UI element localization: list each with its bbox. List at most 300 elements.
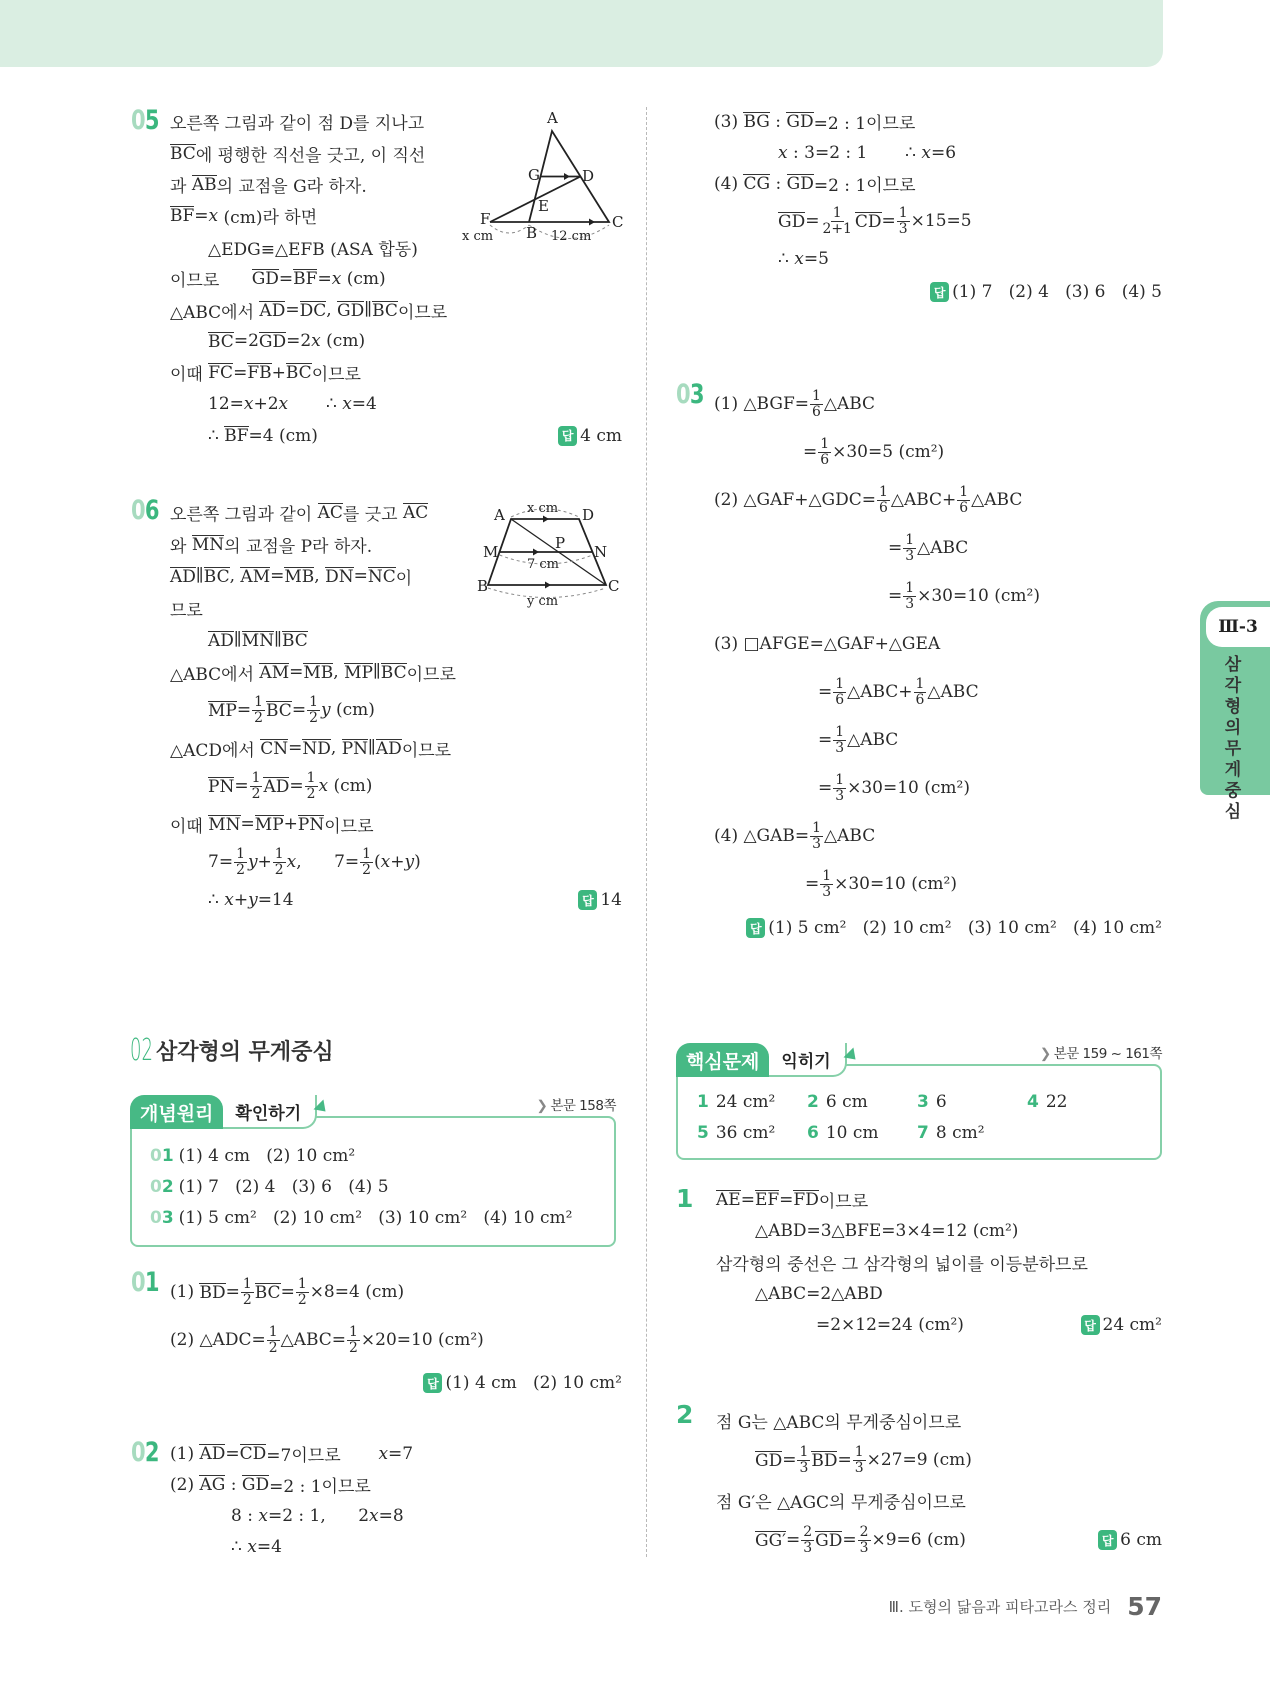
item-number: 7	[917, 1123, 929, 1143]
core-answer-item	[697, 1089, 775, 1115]
segment-overline: AD	[208, 630, 234, 651]
segment-overline: AD	[263, 776, 290, 797]
math-text: 이므로	[397, 302, 448, 323]
math-text: △ABC=	[280, 1330, 347, 1350]
math-text: ×20=10 (cm²)	[360, 1330, 484, 1350]
math-text: =4 (cm)	[248, 425, 318, 446]
fraction-numerator: 1	[835, 723, 845, 740]
math-text: ,	[333, 662, 345, 682]
math-text: ∥	[364, 300, 373, 321]
fraction-denominator: 6	[820, 451, 830, 468]
math-text: (1)	[170, 1282, 200, 1302]
item-answer: 6 cm	[825, 1092, 868, 1112]
math-text: △ABC+	[847, 682, 913, 702]
trapezoid-figure-06	[477, 499, 627, 617]
solution-line	[170, 840, 622, 884]
math-text: =8	[378, 1505, 404, 1526]
fraction	[858, 1525, 871, 1555]
fraction	[252, 695, 265, 725]
footer-chapter: Ⅲ. 도형의 닮음과 피타고라스 정리	[888, 1598, 1112, 1616]
segment-overline: FD	[793, 1190, 819, 1211]
math-variable: x	[318, 776, 329, 796]
segment-overline: GD	[337, 300, 365, 321]
core-answer-item	[917, 1120, 985, 1146]
math-text: =	[786, 1530, 801, 1550]
segment-overline: GD	[258, 331, 287, 352]
solution-line	[716, 1310, 1162, 1341]
section-heading	[130, 1033, 334, 1068]
fraction-denominator: 6	[879, 499, 888, 516]
answer-text: 14	[600, 890, 622, 910]
segment-overline: DC	[299, 300, 327, 321]
solution-line	[716, 1184, 1162, 1215]
item-answer: 10 cm	[825, 1123, 879, 1143]
math-variable: x	[378, 1443, 389, 1464]
math-text: =7이므로	[266, 1446, 379, 1466]
math-text: △ACD에서	[170, 740, 261, 761]
math-text: =	[233, 362, 248, 383]
solution-line	[170, 1531, 622, 1562]
math-text: (1)	[170, 1443, 200, 1464]
fraction	[914, 677, 927, 707]
fraction-numerator: 1	[254, 693, 263, 710]
math-text: 이므로	[406, 664, 456, 685]
math-text: =7	[388, 1443, 414, 1464]
fraction-numerator: 1	[820, 435, 830, 452]
fraction-numerator: 1	[268, 1323, 278, 1340]
math-text: 12=	[208, 394, 244, 415]
segment-overline: BD	[811, 1450, 838, 1471]
fig05-label-C: C	[612, 213, 624, 231]
fraction-numerator: 1	[835, 771, 845, 788]
answer-text: (1) 7 (2) 4 (3) 6 (4) 5	[952, 282, 1162, 302]
item-number: 5	[697, 1123, 709, 1143]
problem-number: 06	[131, 495, 159, 526]
item-number: 01	[150, 1146, 174, 1166]
answer	[558, 426, 622, 446]
math-text: (cm)	[328, 776, 373, 796]
problem-number: 05	[131, 105, 159, 136]
page-reference-text: 본문 158쪽	[550, 1098, 616, 1114]
chapter-side-title: 삼각형의 무게중심	[1224, 655, 1248, 822]
segment-overline: AB	[191, 174, 217, 195]
fraction	[820, 869, 833, 899]
math-text: =	[289, 662, 304, 682]
math-text: (cm)	[330, 700, 375, 720]
math-text: 에 평행한 직선을 긋고, 이 직선	[195, 145, 426, 166]
math-variable: x	[921, 142, 931, 163]
math-text: ∥	[274, 630, 282, 650]
math-text: ×9=6 (cm)	[871, 1530, 966, 1550]
solution-line	[714, 860, 1162, 908]
solution-line	[170, 263, 622, 294]
solution-line	[714, 380, 1162, 428]
segment-overline: GD	[778, 211, 806, 232]
math-text: =	[353, 566, 368, 586]
tab-label-main: 개념원리	[130, 1095, 223, 1129]
segment-overline: BC	[208, 331, 234, 352]
fraction-numerator: 1	[822, 867, 832, 884]
fraction	[903, 533, 916, 563]
solution-line	[714, 476, 1162, 524]
fraction-denominator: 2	[254, 709, 263, 726]
fraction-denominator: 3	[898, 220, 908, 237]
fraction-numerator: 1	[812, 387, 821, 404]
item-number: 03	[150, 1208, 174, 1228]
math-variable: x	[258, 1505, 268, 1526]
fraction-denominator: 6	[959, 499, 969, 516]
fraction-numerator: 1	[812, 819, 822, 836]
page-footer	[889, 1592, 1162, 1621]
math-variable: y	[404, 852, 415, 872]
math-text: 이므로	[818, 1192, 869, 1213]
fraction-denominator: 2	[349, 1339, 358, 1356]
math-text: ,	[314, 566, 326, 586]
solution-line	[714, 572, 1162, 620]
section-title: 삼각형의 무게중심	[156, 1040, 334, 1065]
math-text: =	[285, 300, 300, 321]
solution-line	[170, 1316, 622, 1364]
core-answer-item	[1027, 1089, 1067, 1115]
segment-overline: AC	[317, 502, 343, 523]
fraction-denominator: 2	[362, 861, 372, 878]
solution-line	[714, 620, 1162, 668]
concept-answer-row	[150, 1205, 572, 1231]
problem-number: 1	[676, 1184, 693, 1213]
math-text: △ABC	[823, 394, 876, 414]
concept-answer-row	[150, 1143, 355, 1169]
segment-overline: GD	[815, 1530, 843, 1551]
math-variable: x	[380, 852, 391, 872]
core-solution-1	[676, 1184, 1162, 1341]
math-text: (cm)	[320, 331, 366, 352]
answer-text: (1) 5 cm² (2) 10 cm² (3) 10 cm² (4) 10 cm²	[768, 918, 1162, 938]
solution-02-continued	[676, 106, 1162, 310]
solution-line	[714, 764, 1162, 812]
item-answer: 24 cm²	[715, 1092, 776, 1112]
math-text: =	[740, 1189, 755, 1210]
segment-overline: BG	[743, 112, 770, 132]
math-text: 이	[395, 568, 413, 589]
math-variable: x	[224, 890, 234, 910]
chapter-code: Ⅲ-3	[1206, 607, 1270, 647]
math-text: =	[888, 586, 903, 606]
segment-overline: BC	[254, 1282, 281, 1303]
concept-answer-row	[150, 1174, 389, 1200]
math-text: △ABC	[847, 730, 899, 750]
math-text: =	[317, 268, 332, 289]
math-text: 이므로	[311, 365, 361, 386]
math-text: ∥	[195, 566, 204, 586]
segment-overline: MN	[208, 814, 241, 835]
page-number: 57	[1127, 1592, 1162, 1621]
fraction-numerator: 1	[799, 1443, 809, 1460]
segment-overline: BC	[372, 300, 398, 321]
math-text: =	[288, 738, 303, 758]
fraction-numerator: 1	[251, 769, 261, 786]
solution-line	[714, 243, 1162, 274]
math-text: =4	[256, 1536, 282, 1557]
solution-line	[716, 1440, 1162, 1480]
solution-line	[170, 1438, 622, 1469]
math-text: =6	[931, 142, 957, 163]
answer-badge-icon: 답	[746, 918, 765, 938]
fraction	[797, 1445, 810, 1475]
math-variable: x	[369, 1505, 379, 1526]
tab-label-main: 핵심문제	[676, 1043, 769, 1077]
math-text: △ABC	[971, 490, 1023, 510]
math-text: (2) △GAF+△GDC=	[714, 490, 876, 510]
math-text: =	[278, 268, 294, 289]
answer-badge-icon: 답	[930, 282, 949, 302]
segment-overline: NC	[367, 566, 396, 587]
fraction-denominator: 3	[803, 1539, 813, 1556]
solution-line	[170, 732, 622, 764]
fig06-label-M: M	[483, 543, 499, 561]
math-text: ×27=9 (cm)	[866, 1450, 972, 1470]
core-solution-2	[676, 1400, 1162, 1560]
segment-overline: GD	[786, 112, 814, 132]
fraction	[853, 1445, 866, 1475]
math-text: 7=	[208, 852, 234, 872]
fraction	[903, 581, 916, 611]
item-number: 3	[917, 1092, 929, 1112]
answer-line	[170, 1364, 622, 1402]
segment-overline: BF	[170, 206, 195, 227]
math-text: 오른쪽 그림과 같이	[170, 504, 318, 525]
math-text: , 7=	[296, 852, 360, 872]
item-number: 4	[1027, 1092, 1039, 1112]
fraction-numerator: 1	[236, 845, 245, 862]
math-text: ×30=10 (cm²)	[847, 778, 971, 798]
fraction-denominator: 2+1	[822, 220, 852, 237]
fraction-denominator: 3	[854, 1459, 864, 1476]
segment-overline: BD	[199, 1282, 226, 1303]
math-text: :	[769, 111, 787, 132]
fig05-length-12: 12 cm	[551, 229, 592, 244]
math-text: =	[881, 211, 896, 231]
segment-overline: AM	[240, 566, 271, 587]
header-band	[0, 0, 1163, 67]
math-text: +	[283, 814, 298, 834]
answer	[578, 890, 622, 910]
answer	[930, 282, 1162, 302]
math-text: )	[414, 852, 421, 872]
math-text: (	[374, 852, 381, 872]
page-reference-text: 본문 159 ~ 161쪽	[1053, 1046, 1162, 1062]
fraction-numerator: 1	[915, 675, 925, 692]
math-text: ×30=10 (cm²)	[834, 874, 958, 894]
fraction-denominator: 2	[251, 785, 261, 802]
solution-line	[714, 137, 1162, 168]
segment-overline: GG′	[755, 1530, 787, 1551]
math-text: =	[779, 1189, 794, 1210]
math-variable: x	[243, 394, 254, 415]
concept-check-tab	[130, 1095, 317, 1129]
math-text: =	[782, 1450, 797, 1470]
answer-text: 24 cm²	[1102, 1315, 1162, 1336]
segment-overline: MN	[241, 630, 275, 651]
math-variable: y	[247, 852, 258, 872]
segment-overline: FB	[247, 363, 272, 384]
segment-overline: BC	[380, 662, 407, 683]
math-text: =	[225, 1443, 240, 1464]
tab-label-sub: 익히기	[769, 1043, 846, 1077]
segment-overline: BC	[285, 363, 312, 384]
math-text: =	[234, 776, 249, 796]
fraction	[833, 725, 846, 755]
fraction-denominator: 3	[835, 787, 845, 804]
segment-overline: AG	[199, 1475, 226, 1495]
answer-badge-icon: 답	[1081, 1315, 1100, 1335]
math-text: 이므로	[170, 271, 252, 292]
answer-badge-icon: 답	[423, 1373, 442, 1393]
solution-03	[676, 380, 1162, 948]
answer	[423, 1373, 622, 1393]
fraction-denominator: 2	[242, 1291, 252, 1308]
math-text: △ABC=2△ABD	[755, 1283, 883, 1304]
segment-overline: PN	[341, 738, 369, 759]
fraction-numerator: 1	[832, 204, 842, 221]
math-variable: x	[778, 142, 788, 163]
math-text: =	[289, 776, 304, 796]
item-answer: 36 cm²	[715, 1123, 776, 1143]
fig05-label-E: E	[538, 197, 549, 215]
fraction	[234, 847, 247, 877]
item-answer: (1) 4 cm (2) 10 cm²	[178, 1146, 356, 1166]
solution-line	[714, 812, 1162, 860]
math-text: =2	[286, 331, 312, 352]
segment-overline: BC	[170, 143, 196, 164]
triangle-figure-05	[461, 107, 626, 257]
fig06-label-D: D	[582, 506, 595, 524]
solution-02	[131, 1438, 622, 1562]
math-variable: y	[320, 700, 331, 720]
math-text: 점 G는 △ABC의 무게중심이므로	[716, 1412, 962, 1433]
segment-overline: MP	[254, 814, 284, 835]
fraction-numerator: 2	[859, 1523, 869, 1540]
math-text: =	[194, 205, 209, 226]
math-text: 므로	[170, 600, 203, 621]
segment-overline: BC	[265, 700, 292, 721]
fraction	[267, 1325, 280, 1355]
segment-overline: ND	[302, 738, 331, 759]
solution-line	[714, 199, 1162, 243]
fraction-denominator: 3	[905, 547, 915, 564]
fig06-label-B: B	[477, 577, 489, 595]
math-text: ∥	[233, 630, 242, 650]
fig05-label-A: A	[547, 109, 558, 127]
math-text: △EDG≡△EFB (ASA 합동)	[208, 239, 418, 260]
segment-overline: FC	[208, 363, 234, 384]
math-text: =14	[257, 890, 294, 910]
fraction-numerator: 1	[905, 579, 915, 596]
math-text: ∴	[208, 890, 225, 910]
math-text: (2) △ADC=	[170, 1330, 266, 1350]
math-text: 점 G′은 △AGC의 무게중심이므로	[716, 1492, 966, 1513]
math-text: =	[818, 730, 833, 750]
fraction-numerator: 1	[905, 531, 915, 548]
fraction-denominator: 2	[236, 861, 245, 878]
math-variable: y	[248, 890, 258, 910]
solution-line	[716, 1247, 1162, 1278]
math-text: ×30=10 (cm²)	[917, 586, 1041, 606]
fig05-label-D: D	[582, 167, 595, 185]
segment-overline: BC	[281, 630, 308, 651]
fig06-label-N: N	[594, 543, 608, 561]
math-text: =	[803, 442, 818, 462]
math-variable: x	[286, 852, 297, 872]
segment-overline: AC	[402, 502, 429, 523]
fraction-numerator: 1	[274, 845, 284, 862]
answer-text: 6 cm	[1120, 1530, 1162, 1550]
segment-overline: BF	[224, 426, 249, 447]
segment-overline: EF	[754, 1190, 780, 1211]
solution-line	[714, 668, 1162, 716]
item-number: 2	[807, 1092, 819, 1112]
segment-overline: AD	[170, 566, 196, 587]
problem-number: 03	[676, 379, 704, 410]
math-variable: x	[311, 331, 321, 352]
item-answer: (1) 7 (2) 4 (3) 6 (4) 5	[178, 1177, 389, 1197]
math-text: △ABC	[927, 682, 979, 702]
solution-line	[170, 1500, 622, 1531]
segment-overline: AD	[375, 738, 402, 759]
solution-line	[714, 106, 1162, 137]
math-text: =	[805, 211, 820, 231]
core-answer-item	[807, 1120, 879, 1146]
fraction	[305, 771, 318, 801]
math-text: =	[818, 682, 833, 702]
math-text: 의 교점을 P라 하자.	[224, 536, 373, 557]
fig06-length-y: y cm	[527, 594, 559, 609]
fraction-numerator: 1	[959, 483, 969, 500]
solution-line	[170, 764, 622, 808]
solution-line	[716, 1400, 1162, 1440]
answer-text: 4 cm	[580, 425, 622, 446]
fraction	[801, 1525, 814, 1555]
math-text: (2)	[170, 1474, 200, 1495]
segment-overline: AD	[259, 300, 286, 321]
math-text: (3)	[714, 111, 744, 132]
math-text: (1) △BGF=	[714, 394, 809, 414]
segment-overline: MB	[303, 662, 334, 683]
fraction-denominator: 2	[274, 861, 284, 878]
problem-number: 01	[131, 1267, 159, 1298]
math-text: △ABC에서	[170, 664, 260, 685]
solution-line	[170, 624, 622, 656]
fig06-label-C: C	[608, 577, 620, 595]
solution-line	[170, 808, 622, 840]
fig06-length-x: x cm	[527, 501, 559, 516]
segment-overline: GD	[755, 1450, 783, 1471]
fraction	[833, 773, 846, 803]
fraction-numerator: 1	[854, 1443, 864, 1460]
segment-overline: AD	[199, 1444, 226, 1464]
math-variable: x	[247, 1536, 257, 1557]
answer	[1081, 1315, 1163, 1335]
segment-overline: MP	[208, 700, 237, 721]
math-text: △ABC	[824, 826, 876, 846]
item-answer: 8 cm²	[935, 1123, 985, 1143]
solution-line	[714, 428, 1162, 476]
math-text: +	[257, 852, 272, 872]
fraction-denominator: 3	[859, 1539, 869, 1556]
solution-line	[716, 1215, 1162, 1246]
fraction	[833, 677, 846, 707]
segment-overline: DN	[325, 566, 354, 587]
fraction-denominator: 6	[835, 691, 845, 708]
